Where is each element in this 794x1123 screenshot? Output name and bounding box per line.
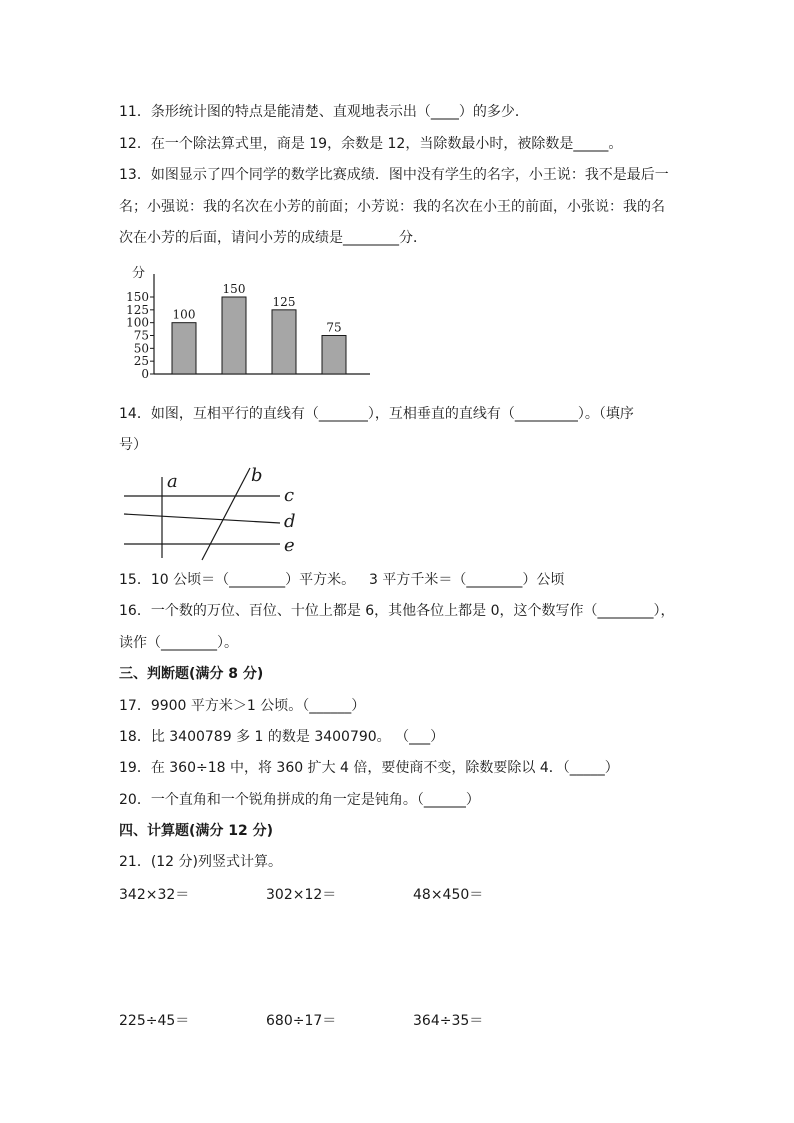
q20: 20．一个直角和一个锐角拼成的角一定是钝角。（______）	[119, 792, 480, 808]
y-tick-label: 25	[133, 354, 149, 369]
y-tick-label: 150	[126, 290, 149, 304]
calc-5: 680÷17＝	[266, 1013, 337, 1029]
line-d	[124, 514, 280, 523]
q13-line3: 次在小芳的后面，请问小芳的成绩是________分．	[119, 230, 427, 246]
y-tick-label: 50	[133, 341, 149, 356]
label-a: a	[167, 471, 178, 492]
y-tick-label: 100	[126, 315, 149, 330]
bar-data-label: 150	[222, 282, 246, 296]
bar	[222, 297, 246, 374]
y-axis-label: 分	[132, 266, 146, 281]
calc-2: 302×12＝	[266, 887, 337, 903]
bar	[172, 323, 196, 374]
bar	[322, 336, 346, 375]
section-3-heading: 三、判断题(满分 8 分)	[119, 666, 264, 682]
calc-3: 48×450＝	[413, 887, 484, 903]
calc-6: 364÷35＝	[413, 1013, 484, 1029]
label-c: c	[284, 485, 295, 506]
bar	[272, 310, 296, 374]
label-d: d	[284, 511, 296, 532]
label-b: b	[251, 465, 263, 486]
y-tick-label: 0	[141, 367, 149, 381]
q12: 12．在一个除法算式里，商是 19，余数是 12，当除数最小时，被除数是_____。	[119, 136, 623, 152]
q14-line1: 14．如图，互相平行的直线有（_______），互相垂直的直线有（_________）。（填序	[119, 406, 634, 422]
q15-part2: 3 平方千米＝（________）公顷	[369, 572, 565, 588]
calc-1: 342×32＝	[119, 887, 190, 903]
q16-line1: 16．一个数的万位、百位、十位上都是 6，其他各位上都是 0，这个数写作（________），	[119, 603, 675, 619]
q17: 17．9900 平方米＞1 公顷。（______）	[119, 698, 366, 714]
q14-line2: 号）	[119, 437, 147, 453]
q19: 19．在 360÷18 中，将 360 扩大 4 倍，要使商不变，除数要除以 4．（_____）	[119, 760, 619, 776]
line-b	[202, 468, 250, 560]
q18: 18．比 3400789 多 1 的数是 3400790。 （___）	[119, 729, 445, 745]
bar-data-label: 75	[326, 320, 342, 335]
section-4-heading: 四、计算题(满分 12 分)	[119, 823, 274, 839]
q11: 11．条形统计图的特点是能清楚、直观地表示出（____）的多少．	[119, 104, 529, 120]
q15-part1: 15．10 公顷＝（________）平方米。	[119, 572, 356, 588]
lines-figure	[118, 462, 318, 562]
q13-line1: 13．如图显示了四个同学的数学比赛成绩．图中没有学生的名字，小王说：我不是最后一	[119, 167, 669, 183]
y-tick-label: 75	[133, 328, 149, 343]
y-tick-label: 125	[126, 302, 149, 317]
score-bar-chart	[110, 258, 390, 388]
q21: 21．(12 分)列竖式计算。	[119, 854, 283, 870]
q13-line2: 名；小强说：我的名次在小芳的前面；小芳说：我的名次在小王的前面，小张说：我的名	[119, 199, 665, 215]
bar-data-label: 100	[172, 307, 196, 322]
calc-4: 225÷45＝	[119, 1013, 190, 1029]
label-e: e	[284, 535, 295, 556]
bar-data-label: 125	[272, 294, 296, 309]
q16-line2: 读作（________）。	[119, 635, 238, 651]
